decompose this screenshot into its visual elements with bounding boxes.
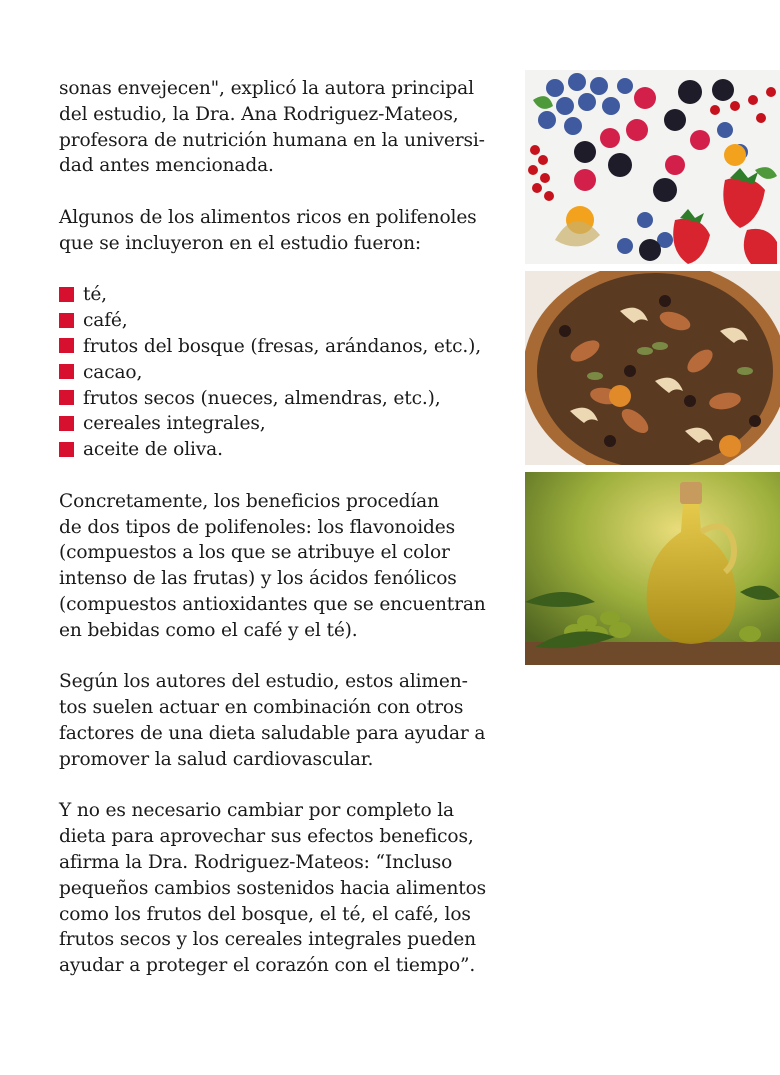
paragraph-1 — [59, 76, 507, 179]
text-line: del estudio, la Dra. Ana Rodriguez-Mateos, — [59, 103, 459, 125]
text-line: como los frutos del bosque, el té, el café, los — [59, 903, 471, 925]
text-line: afirma la Dra. Rodriguez-Mateos: “Incluso — [59, 851, 453, 873]
bullet-square-icon — [59, 364, 74, 379]
text-line: pequeños cambios sostenidos hacia alimentos — [59, 877, 487, 899]
paragraph-3 — [59, 489, 507, 644]
text-line: dieta para aprovechar sus efectos beneficos, — [59, 826, 474, 848]
list-item-label: café, — [83, 310, 128, 332]
list-item — [59, 411, 507, 437]
text-line: Concretamente, los beneficios procedían — [59, 490, 439, 512]
list-item — [59, 386, 507, 412]
list-item-label: frutos del bosque (fresas, arándanos, etc.), — [83, 335, 481, 357]
text-line: en bebidas como el café y el té). — [59, 619, 358, 641]
text-line: Algunos de los alimentos ricos en polifenoles — [59, 206, 477, 228]
text-line: que se incluyeron en el estudio fueron: — [59, 232, 422, 254]
bullet-square-icon — [59, 390, 74, 405]
bullet-square-icon — [59, 442, 74, 457]
list-item — [59, 334, 507, 360]
berries-photo — [525, 70, 780, 264]
list-item-label: cereales integrales, — [83, 413, 266, 435]
text-line: promover la salud cardiovascular. — [59, 748, 374, 770]
bullet-square-icon — [59, 338, 74, 353]
text-line: profesora de nutrición humana en la universi- — [59, 129, 485, 151]
text-line: ayudar a proteger el corazón con el tiempo”. — [59, 955, 476, 977]
text-line: dad antes mencionada. — [59, 155, 274, 177]
list-item-label: té, — [83, 284, 107, 306]
paragraph-4 — [59, 669, 507, 772]
bullet-square-icon — [59, 287, 74, 302]
list-item-label: frutos secos (nueces, almendras, etc.), — [83, 387, 441, 409]
text-line: (compuestos a los que se atribuye el color — [59, 542, 450, 564]
text-line: Y no es necesario cambiar por completo la — [59, 800, 454, 822]
olive-oil-illustration — [525, 472, 780, 665]
berries-illustration — [525, 70, 780, 264]
text-line: (compuestos antioxidantes que se encuentran — [59, 593, 486, 615]
bullet-square-icon — [59, 313, 74, 328]
list-item-label: cacao, — [83, 361, 143, 383]
mixed-nuts-illustration — [525, 271, 780, 465]
article-body — [59, 76, 507, 1005]
text-line: frutos secos y los cereales integrales pueden — [59, 929, 476, 951]
paragraph-2 — [59, 205, 507, 257]
paragraph-5 — [59, 798, 507, 979]
polyphenol-food-list — [59, 282, 507, 463]
text-line: Según los autores del estudio, estos alimen- — [59, 671, 468, 693]
list-item — [59, 437, 507, 463]
list-item — [59, 282, 507, 308]
text-line: factores de una dieta saludable para ayudar a — [59, 722, 486, 744]
text-line: intenso de las frutas) y los ácidos fenólicos — [59, 568, 457, 590]
list-item — [59, 360, 507, 386]
bullet-square-icon — [59, 416, 74, 431]
list-item-label: aceite de oliva. — [83, 439, 223, 461]
mixed-nuts-photo — [525, 271, 780, 465]
list-item — [59, 308, 507, 334]
text-line: de dos tipos de polifenoles: los flavonoides — [59, 516, 456, 538]
text-line: sonas envejecen", explicó la autora principal — [59, 78, 474, 99]
olive-oil-photo — [525, 472, 780, 665]
text-line: tos suelen actuar en combinación con otros — [59, 697, 464, 719]
